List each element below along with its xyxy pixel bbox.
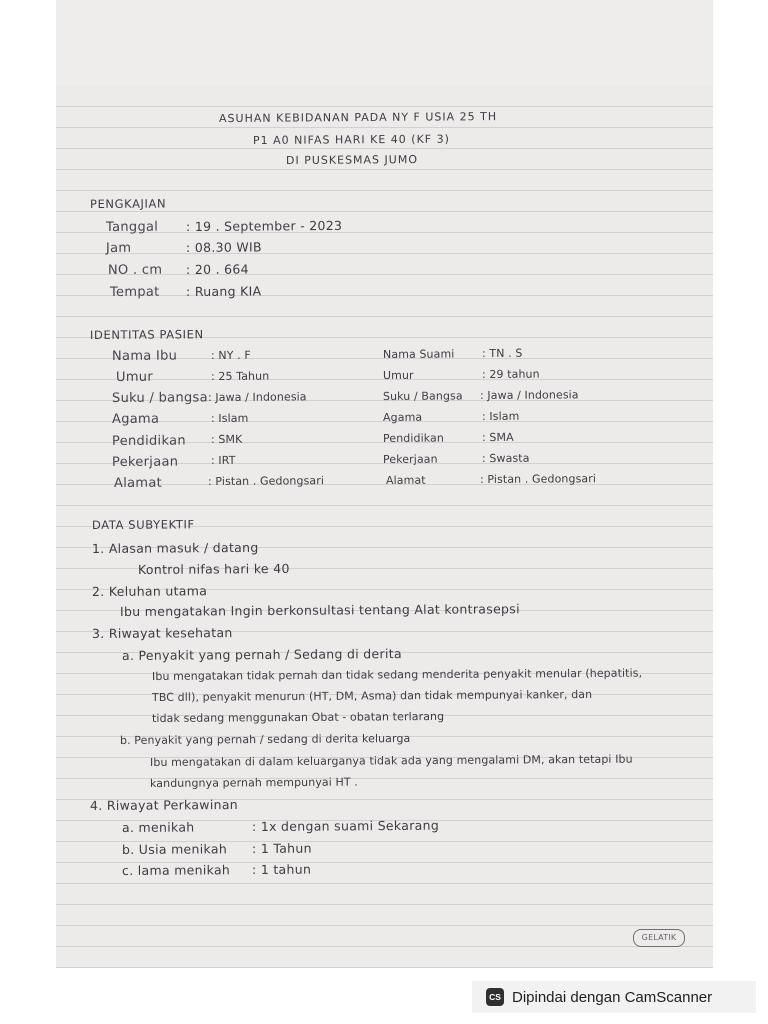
suami-pekerjaan-label: Pekerjaan: [382, 452, 438, 466]
q4c-label: c. lama menikah: [121, 862, 231, 878]
tanggal-label: Tanggal: [105, 219, 159, 235]
q2-keluhan: 2. Keluhan utama: [91, 583, 208, 599]
q3a-line-2: TBC dll), penyakit menurun (HT, DM, Asma) dan tidak mempunyai kanker, dan: [151, 687, 593, 704]
suami-umur-label: Umur: [382, 368, 414, 382]
q3b-line-2: kandungnya pernah mempunyai HT .: [149, 775, 358, 790]
q4a-value: : 1x dengan suami Sekarang: [251, 817, 440, 834]
nocm-value: : 20 . 664: [185, 261, 249, 277]
ibu-alamat-label: Alamat: [113, 475, 163, 491]
ibu-suku-value: : Jawa / Indonesia: [207, 390, 307, 404]
tempat-label: Tempat: [109, 284, 160, 300]
suami-alamat-value: : Pistan . Gedongsari: [479, 472, 597, 486]
a2-keluhan: Ibu mengatakan Ingin berkonsultasi tentang Alat kontrasepsi: [119, 601, 520, 619]
suami-pekerjaan-value: : Swasta: [481, 451, 530, 465]
ibu-pekerjaan-label: Pekerjaan: [111, 454, 179, 470]
camscanner-watermark: [472, 981, 756, 1013]
ibu-suku-label: Suku / bangsa: [111, 390, 208, 406]
tanggal-value: : 19 . September - 2023: [185, 217, 343, 234]
identitas-heading: IDENTITAS PASIEN: [89, 327, 204, 342]
camscanner-logo-icon: CS: [486, 988, 504, 1006]
a1-alasan: Kontrol nifas hari ke 40: [137, 560, 290, 577]
q3a-line-3: tidak sedang menggunakan Obat - obatan terlarang: [151, 709, 445, 725]
ibu-umur-label: Umur: [115, 369, 154, 385]
q4a-label: a. menikah: [121, 819, 195, 835]
suami-pendidikan-value: : SMA: [481, 430, 514, 444]
jam-value: : 08.30 WIB: [185, 239, 262, 255]
suami-suku-value: : Jawa / Indonesia: [479, 388, 579, 402]
tempat-value: : Ruang KIA: [185, 283, 262, 299]
q4-riwayat-perkawinan: 4. Riwayat Perkawinan: [89, 796, 239, 813]
ibu-agama-label: Agama: [111, 411, 160, 427]
ibu-nama-value: : NY . F: [210, 348, 251, 362]
q1-alasan: 1. Alasan masuk / datang: [91, 539, 259, 556]
suami-agama-value: : Islam: [481, 409, 520, 423]
pengkajian-heading: PENGKAJIAN: [89, 196, 167, 211]
subyektif-heading: DATA SUBYEKTIF: [91, 517, 195, 532]
q3b-penyakit-keluarga: b. Penyakit yang pernah / sedang di derita keluarga: [119, 731, 411, 747]
suami-nama-label: Nama Suami: [382, 347, 455, 361]
q4b-value: : 1 Tahun: [251, 840, 312, 856]
title-line-3: DI PUSKESMAS JUMO: [285, 153, 419, 167]
suami-agama-label: Agama: [382, 410, 423, 424]
suami-nama-value: : TN . S: [481, 346, 523, 360]
q3a-penyakit: a. Penyakit yang pernah / Sedang di derita: [121, 646, 402, 663]
suami-alamat-label: Alamat: [385, 473, 426, 487]
ibu-alamat-value: : Pistan . Gedongsari: [207, 474, 325, 488]
title-line-1: ASUHAN KEBIDANAN PADA NY F USIA 25 TH: [218, 110, 498, 125]
q3b-line-1: Ibu mengatakan di dalam keluarganya tidak ada yang mengalami DM, akan tetapi Ibu: [149, 752, 633, 769]
ibu-pendidikan-value: : SMK: [210, 432, 243, 446]
ibu-pekerjaan-value: : IRT: [210, 453, 236, 467]
q4b-label: b. Usia menikah: [121, 841, 228, 857]
nocm-label: NO . cm: [107, 262, 163, 278]
notebook-page: [56, 0, 713, 968]
suami-pendidikan-label: Pendidikan: [382, 431, 444, 445]
title-line-2: P1 A0 NIFAS HARI KE 40 (KF 3): [252, 132, 450, 147]
suami-umur-value: : 29 tahun: [481, 367, 540, 381]
suami-suku-label: Suku / Bangsa: [382, 389, 463, 403]
ibu-nama-label: Nama Ibu: [111, 348, 178, 364]
ibu-agama-value: : Islam: [210, 411, 249, 425]
paper-brand-logo: GELATIK: [633, 929, 685, 947]
ibu-umur-value: : 25 Tahun: [210, 369, 270, 383]
ibu-pendidikan-label: Pendidikan: [111, 433, 186, 449]
q3a-line-1: Ibu mengatakan tidak pernah dan tidak sedang menderita penyakit menular (hepatitis,: [151, 666, 643, 683]
q4c-value: : 1 tahun: [251, 861, 312, 877]
q3-riwayat-kesehatan: 3. Riwayat kesehatan: [91, 625, 233, 641]
camscanner-text: Dipindai dengan CamScanner: [512, 988, 713, 1006]
jam-label: Jam: [105, 240, 132, 256]
